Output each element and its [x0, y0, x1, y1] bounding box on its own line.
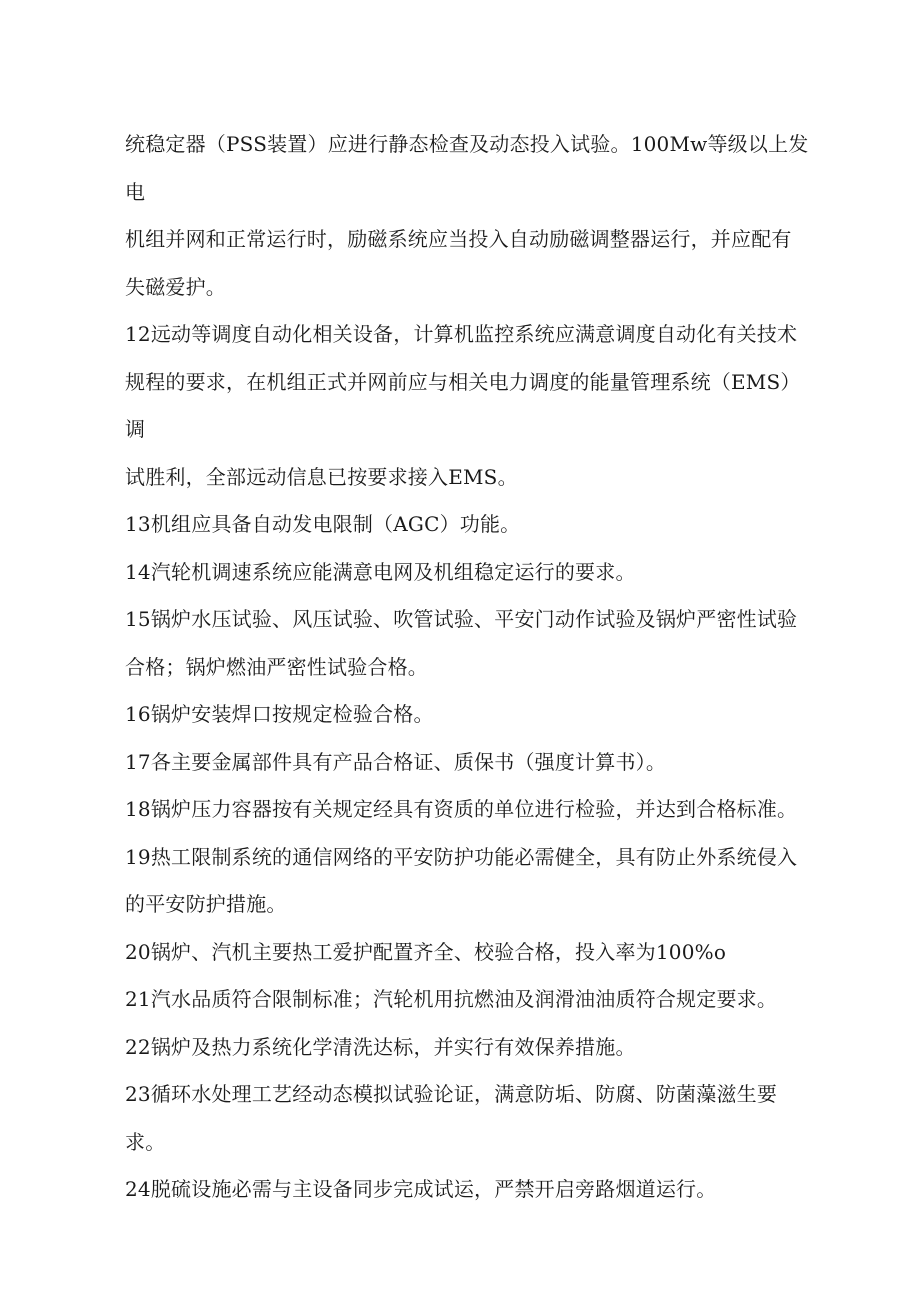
paragraph-item-24: 24脱硫设施必需与主设备同步完成试运，严禁开启旁路烟道运行。 [125, 1177, 717, 1201]
paragraph-item-22: 22锅炉及热力系统化学清洗达标，并实行有效保养措施。 [125, 1034, 636, 1059]
paragraph-item-19: 19热工限制系统的通信网络的平安防护功能必需健全，具有防止外系统侵入 的平安防护措施。 [125, 844, 798, 916]
paragraph-item-14: 14汽轮机调速系统应能满意电网及机组稳定运行的要求。 [125, 559, 636, 584]
paragraph-item-23: 23循环水处理工艺经动态模拟试验论证，满意防垢、防腐、防菌藻滋生要 求。 [125, 1082, 778, 1154]
paragraph-pss: 统稳定器（PSS装置）应进行静态检查及动态投入试验。100Mw等级以上发电 机组并网和正常运行时，励磁系统应当投入自动励磁调整器运行，并应配有 失磁爱护。 [125, 132, 809, 299]
paragraph-item-13: 13机组应具备自动发电限制（AGC）功能。 [125, 512, 521, 536]
paragraph-item-12: 12远动等调度自动化相关设备，计算机监控系统应满意调度自动化有关技术 规程的要求，在机组正式并网前应与相关电力调度的能量管理系统（EMS）调 试胜利，全部远动信息已按要求接入EMS。 [125, 322, 801, 489]
paragraph-item-16: 16锅炉安装焊口按规定检验合格。 [125, 702, 434, 726]
paragraph-item-21: 21汽水品质符合限制标准；汽轮机用抗燃油及润滑油油质符合规定要求。 [125, 987, 778, 1011]
paragraph-item-15: 15锅炉水压试验、风压试验、吹管试验、平安门动作试验及锅炉严密性试验 合格；锅炉燃油严密性试验合格。 [125, 607, 798, 679]
paragraph-item-17: 17各主要金属部件具有产品合格证、质保书（强度计算书）。 [125, 749, 667, 774]
paragraph-item-20: 20锅炉、汽机主要热工爱护配置齐全、校验合格，投入率为100%o [125, 939, 727, 964]
document-body [125, 121, 815, 1214]
paragraph-item-18: 18锅炉压力容器按有关规定经具有资质的单位进行检验，并达到合格标准。 [125, 797, 798, 821]
